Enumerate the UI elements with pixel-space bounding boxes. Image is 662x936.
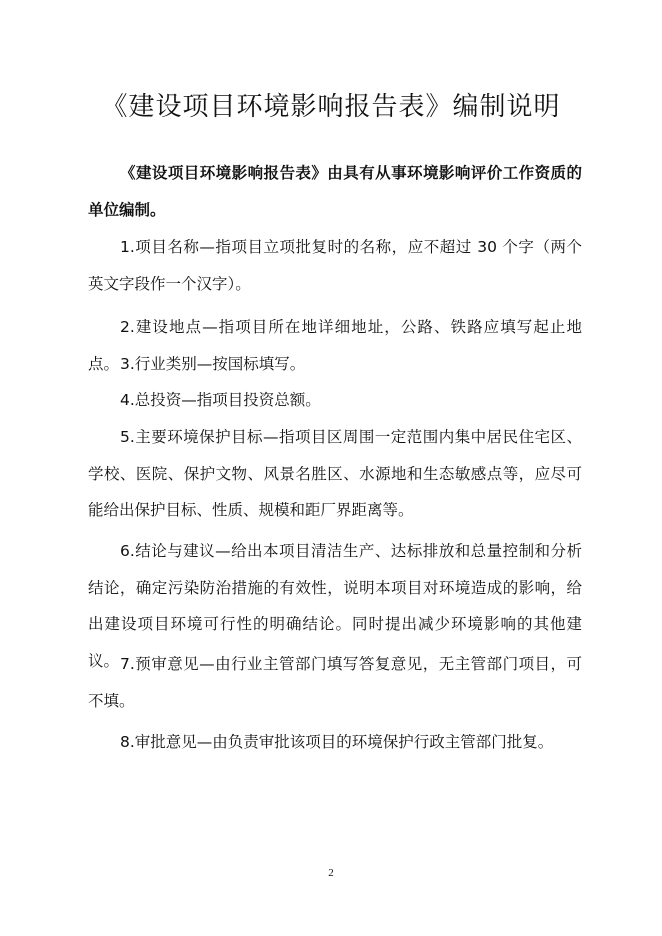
item-pre-review: 7.预审意见—由行业主管部门填写答复意见，无主管部门项目，可不填。 (88, 655, 582, 710)
item-approval: 8.审批意见—由负责审批该项目的环境保护行政主管部门批复。 (120, 733, 554, 751)
item-investment: 4.总投资—指项目投资总额。 (120, 391, 321, 409)
item-location: 2.建设地点—指项目所在地详细地址，公路、铁路应填写起止地点。 (88, 318, 582, 373)
item-conclusion: 6.结论与建议—给出本项目清洁生产、达标排放和总量控制和分析结论，确定污染防治措施的有效性，说明本项目对环境造成的影响，给出建设项目环境可行性的明确结论。同时提出减少环境影响的其他建议。 (88, 542, 582, 670)
item-industry: 3.行业类别—按国标填写。 (120, 355, 306, 373)
item-project-name: 1.项目名称—指项目立项批复时的名称，应不超过 30 个字（两个英文字段作一个汉字）。 (88, 238, 582, 293)
item-protection-targets: 5.主要环境保护目标—指项目区周围一定范围内集中居民住宅区、学校、医院、保护文物、风景名胜区、水源地和生态敏感点等，应尽可能给出保护目标、性质、规模和距厂界距离等。 (88, 428, 582, 519)
page-number: 2 (328, 867, 334, 879)
page-title: 《建设项目环境影响报告表》编制说明 (101, 92, 561, 122)
intro-paragraph: 《建设项目环境影响报告表》由具有从事环境影响评价工作资质的单位编制。 (88, 164, 582, 219)
